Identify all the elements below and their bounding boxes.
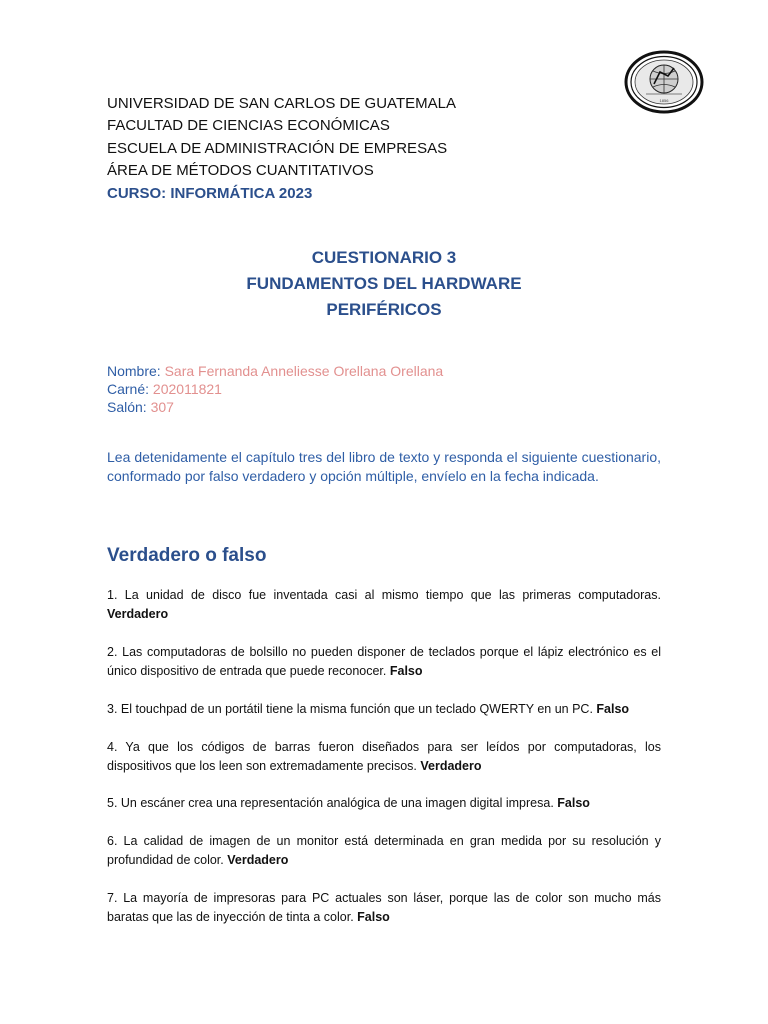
question-text: 2. Las computadoras de bolsillo no pueden disponer de teclados porque el lápiz electrónico es el único dispositivo de entrada que puede reconocer. [107,645,661,678]
title-line-1: CUESTIONARIO 3 [311,248,457,267]
carne-value: 202011821 [152,381,222,397]
question-text: 1. La unidad de disco fue inventada casi al mismo tiempo que las primeras computadoras. [107,588,661,602]
seal-caption: 1856 [659,98,669,103]
question-answer: Falso [557,796,590,810]
school-name: ESCUELA DE ADMINISTRACIÓN DE EMPRESAS [107,139,448,157]
question-answer: Verdadero [107,607,169,621]
salon-value: 307 [150,399,174,415]
name-value: Sara Fernanda Anneliesse Orellana Orellana [164,363,444,379]
faculty-name: FACULTAD DE CIENCIAS ECONÓMICAS [107,117,390,135]
title-line-2: FUNDAMENTOS DEL HARDWARE [246,274,522,293]
instructions-paragraph: Lea detenidamente el capítulo tres del libro de texto y responda el siguiente cuestionario, conformado por falso verdadero y opción múltiple, envíelo en la fecha indicada. [107,449,661,484]
question-item [107,643,661,681]
question-item [107,832,661,870]
question-item [107,889,661,927]
salon-label: Salón: [107,399,147,415]
institution-header [107,93,456,205]
document-title [0,245,768,323]
question-text: 4. Ya que los códigos de barras fueron diseñados para ser leídos por computadoras, los dispositivos que los leen son extremadamente precisos. [107,740,661,773]
carne-label: Carné: [107,381,150,397]
question-text: 7. La mayoría de impresoras para PC actuales son láser, porque las de color son mucho más baratas que las de inyección de tinta a color. [107,891,661,924]
student-info [107,362,443,416]
question-item [107,794,661,813]
course-name: CURSO: INFORMÁTICA 2023 [107,184,313,202]
question-answer: Falso [389,664,423,678]
question-text: 5. Un escáner crea una representación analógica de una imagen digital impresa. [107,796,554,810]
question-item [107,738,661,776]
name-label: Nombre: [107,363,161,379]
university-seal-icon [624,50,704,114]
question-text: 3. El touchpad de un portátil tiene la misma función que un teclado QWERTY en un PC. [107,702,593,716]
question-answer: Falso [357,910,390,924]
question-answer: Verdadero [420,759,482,773]
question-text: 6. La calidad de imagen de un monitor está determinada en gran medida por su resolución y profundidad de color. [107,834,661,867]
section-heading: Verdadero o falso [107,545,267,566]
question-answer: Falso [596,702,630,716]
question-item [107,700,661,719]
student-carne-row [107,380,443,398]
student-salon-row [107,398,443,416]
student-name-row [107,362,443,380]
question-answer: Verdadero [227,853,289,867]
university-name: UNIVERSIDAD DE SAN CARLOS DE GUATEMALA [107,95,456,112]
seal-graphic [624,50,704,114]
title-line-3: PERIFÉRICOS [326,300,442,319]
area-name: ÁREA DE MÉTODOS CUANTITATIVOS [107,162,374,180]
question-item [107,586,661,624]
